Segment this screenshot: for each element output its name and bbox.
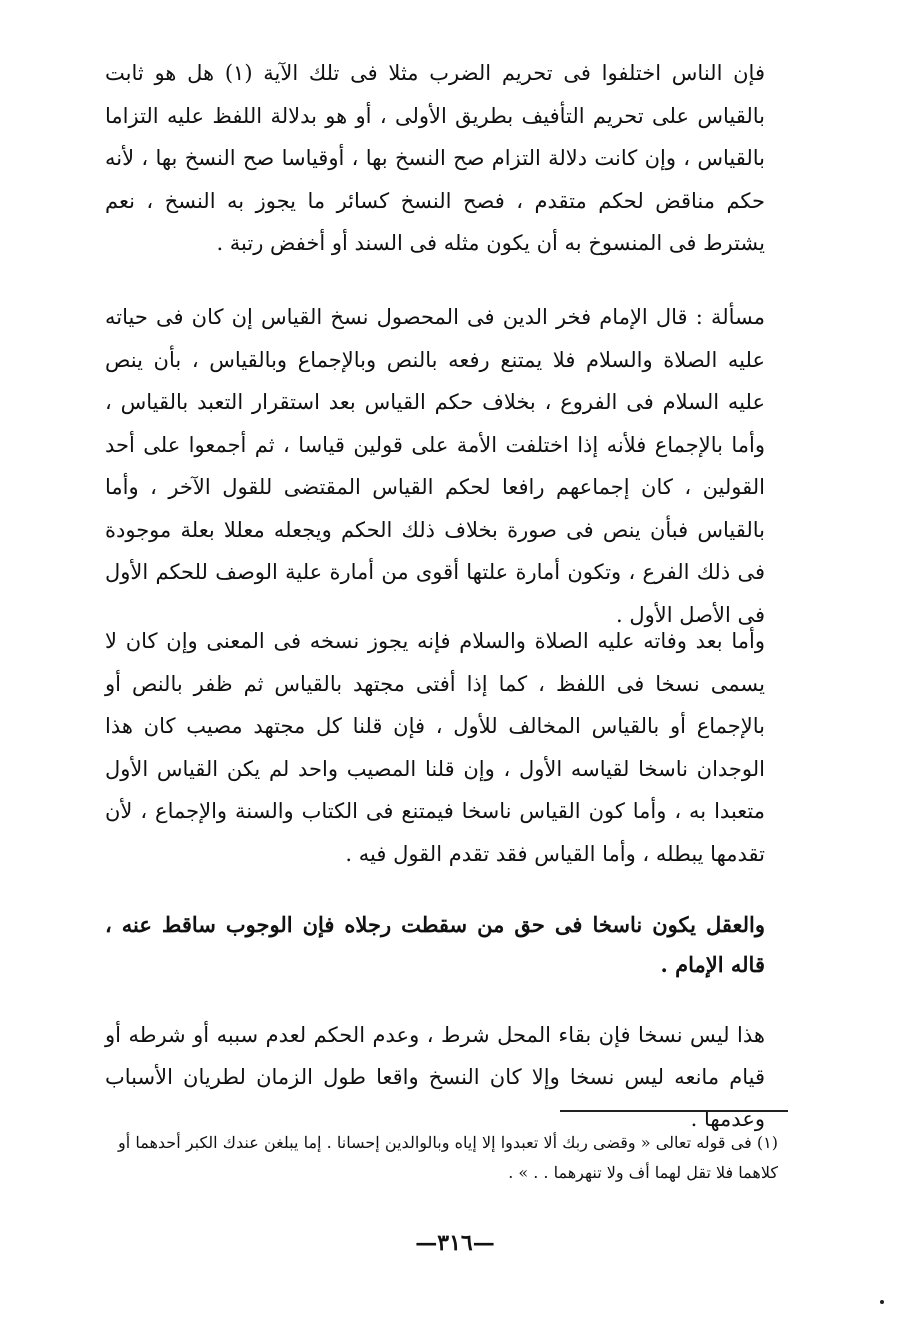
footnote: (١) فى قوله تعالى « وقضى ربك ألا تعبدوا إلا إياه وبالوالدين إحسانا . إما يبلغن عندك الكبر أحدهما أو كلاهما فلا تقل لهما أف ولا تنهرهما . . » . bbox=[118, 1133, 778, 1182]
paragraph-1: فإن الناس اختلفوا فى تحريم الضرب مثلا فى تلك الآية (١) هل هو ثابت بالقياس على تحريم التأفيف بطريق الأولى ، أو هو بدلالة اللفظ عليه التزاما بالقياس ، وإن كانت دلالة التزام صح النسخ بها ، أوقياسا صح النسخ بها ، لأنه حكم مناقض لحكم متقدم ، فصح النسخ كسائر ما يجوز به النسخ ، نعم يشترط فى المنسوخ به أن يكون مثله فى السند أو أخفض رتبة . bbox=[105, 61, 765, 255]
paragraph-4-bold: والعقل يكون ناسخا فى حق من سقطت رجلاه فإن الوجوب ساقط عنه ، قاله الإمام . bbox=[105, 912, 765, 977]
scan-speck bbox=[880, 1300, 884, 1304]
paragraph-2-mas-ala: مسألة : قال الإمام فخر الدين فى المحصول نسخ القياس إن كان فى حياته عليه الصلاة والسلام فلا يمتنع رفعه بالنص وبالإجماع وبالقياس ، بأن ينص عليه السلام فى الفروع ، بخلاف حكم القياس بعد استقرار التعبد بالقياس ، وأما بالإجماع فلأنه إذا اختلفت الأمة على قولين قياسا ، ثم أجمعوا على أحد القولين ، كان إجماعهم رافعا لحكم القياس المقتضى للقول الآخر ، وأما بالقياس فبأن ينص فى صورة بخلاف ذلك الحكم ويجعله معللا بعلة موجودة فى ذلك الفرع ، وتكون أمارة علتها أقوى من أمارة علية الوصف للحكم الأول فى الأصل الأول . bbox=[105, 305, 765, 627]
page-number: —٣١٦— bbox=[415, 1230, 495, 1256]
paragraph-5: هذا ليس نسخا فإن بقاء المحل شرط ، وعدم الحكم لعدم سببه أو شرطه أو قيام مانعه ليس نسخا وإلا كان النسخ واقعا طول الزمان لطريان الأسباب وعدمها . bbox=[105, 1023, 766, 1131]
footnote-divider bbox=[560, 1110, 788, 1112]
paragraph-3: وأما بعد وفاته عليه الصلاة والسلام فإنه يجوز نسخه فى المعنى وإن كان لا يسمى نسخا فى اللفظ ، كما إذا أفتى مجتهد بالقياس ثم ظفر بالنص أو بالإجماع أو بالقياس المخالف للأول ، فإن قلنا كل مجتهد مصيب كان هذا الوجدان ناسخا لقياسه الأول ، وإن قلنا المصيب واحد لم يكن القياس الأول متعبدا به ، وأما كون القياس ناسخا فيمتنع فى الكتاب والسنة والإجماع ، لأن تقدمها يبطله ، وأما القياس فقد تقدم القول فيه . bbox=[105, 629, 765, 866]
